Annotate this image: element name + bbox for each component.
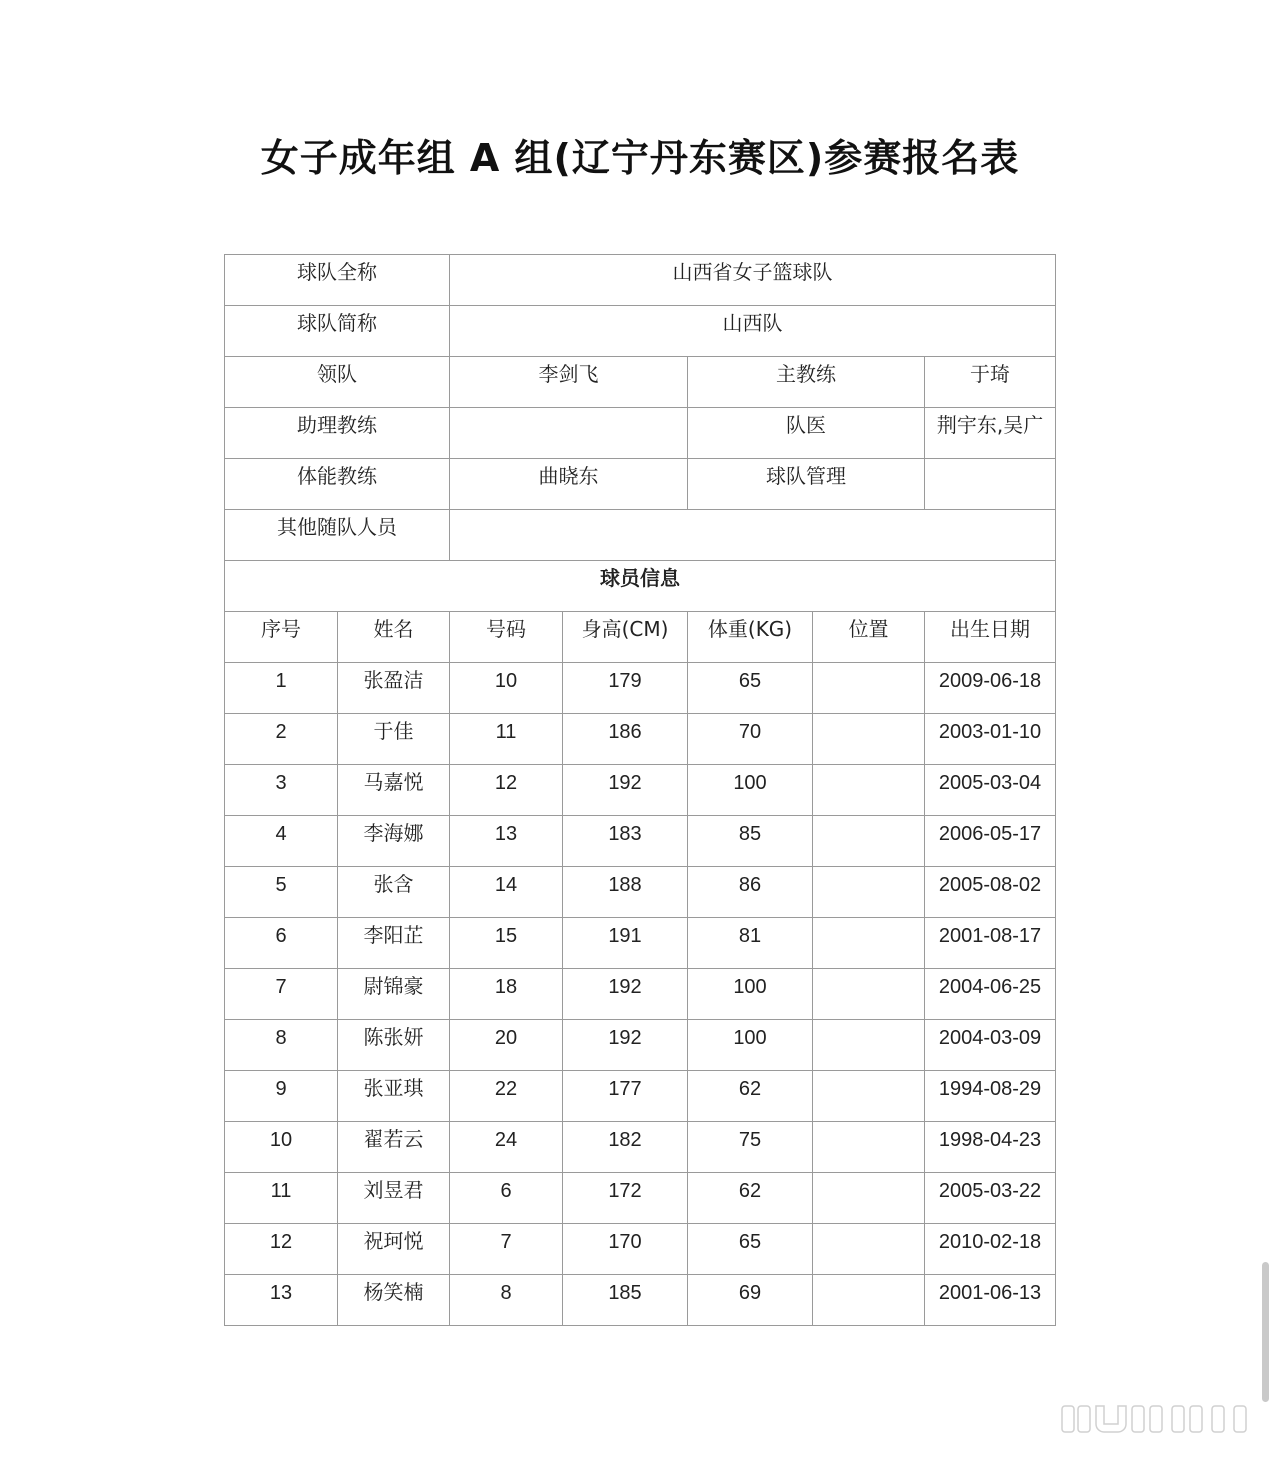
- player-row: [225, 816, 1056, 867]
- player-number-cell: 15: [450, 918, 563, 969]
- player-row: [225, 1275, 1056, 1326]
- player-height-cell: 192: [563, 969, 688, 1020]
- players-section-heading: 球员信息: [225, 561, 1056, 612]
- player-number-cell: 24: [450, 1122, 563, 1173]
- player-name-cell: 李阳芷: [338, 918, 450, 969]
- player-height-cell: 186: [563, 714, 688, 765]
- player-row: [225, 1071, 1056, 1122]
- doctor-label: 队医: [688, 408, 925, 459]
- player-weight-cell: 70: [688, 714, 813, 765]
- player-name-cell: 翟若云: [338, 1122, 450, 1173]
- player-no-cell: 3: [225, 765, 338, 816]
- others-row: [225, 510, 1056, 561]
- player-row: [225, 1224, 1056, 1275]
- players-section-row: [225, 561, 1056, 612]
- team-full-name-value: 山西省女子篮球队: [450, 255, 1056, 306]
- fitness-coach-value: 曲晓东: [450, 459, 688, 510]
- head-coach-label: 主教练: [688, 357, 925, 408]
- player-number-cell: 12: [450, 765, 563, 816]
- player-no-cell: 8: [225, 1020, 338, 1071]
- player-birth-cell: 1994-08-29: [925, 1071, 1056, 1122]
- player-birth-cell: 2009-06-18: [925, 663, 1056, 714]
- player-number-cell: 11: [450, 714, 563, 765]
- player-height-cell: 188: [563, 867, 688, 918]
- player-weight-cell: 100: [688, 969, 813, 1020]
- player-height-cell: 170: [563, 1224, 688, 1275]
- player-weight-cell: 100: [688, 1020, 813, 1071]
- player-number-cell: 14: [450, 867, 563, 918]
- column-header: 体重(KG): [688, 612, 813, 663]
- assistant-coach-value: [450, 408, 688, 459]
- player-height-cell: 192: [563, 1020, 688, 1071]
- player-height-cell: 183: [563, 816, 688, 867]
- player-position-cell: [813, 1122, 925, 1173]
- player-row: [225, 663, 1056, 714]
- team-full-name-label: 球队全称: [225, 255, 450, 306]
- player-number-cell: 20: [450, 1020, 563, 1071]
- column-header: 号码: [450, 612, 563, 663]
- player-name-cell: 杨笑楠: [338, 1275, 450, 1326]
- player-no-cell: 11: [225, 1173, 338, 1224]
- player-birth-cell: 2001-08-17: [925, 918, 1056, 969]
- player-no-cell: 7: [225, 969, 338, 1020]
- column-header: 出生日期: [925, 612, 1056, 663]
- player-height-cell: 192: [563, 765, 688, 816]
- manager-value: [925, 459, 1056, 510]
- player-position-cell: [813, 1224, 925, 1275]
- player-no-cell: 10: [225, 1122, 338, 1173]
- player-weight-cell: 62: [688, 1071, 813, 1122]
- player-number-cell: 8: [450, 1275, 563, 1326]
- player-row: [225, 714, 1056, 765]
- registration-table: [224, 254, 1056, 1326]
- player-birth-cell: 2005-08-02: [925, 867, 1056, 918]
- player-height-cell: 172: [563, 1173, 688, 1224]
- player-row: [225, 969, 1056, 1020]
- player-name-cell: 李海娜: [338, 816, 450, 867]
- player-row: [225, 1173, 1056, 1224]
- player-birth-cell: 2003-01-10: [925, 714, 1056, 765]
- player-no-cell: 6: [225, 918, 338, 969]
- scrollbar-thumb[interactable]: [1262, 1262, 1269, 1402]
- player-height-cell: 191: [563, 918, 688, 969]
- player-height-cell: 182: [563, 1122, 688, 1173]
- player-birth-cell: 2006-05-17: [925, 816, 1056, 867]
- player-name-cell: 马嘉悦: [338, 765, 450, 816]
- watermark-logo: [1060, 1402, 1260, 1436]
- player-no-cell: 2: [225, 714, 338, 765]
- player-row: [225, 1122, 1056, 1173]
- team-short-name-value: 山西队: [450, 306, 1056, 357]
- player-position-cell: [813, 663, 925, 714]
- player-name-cell: 张盈洁: [338, 663, 450, 714]
- player-weight-cell: 75: [688, 1122, 813, 1173]
- player-position-cell: [813, 969, 925, 1020]
- player-number-cell: 13: [450, 816, 563, 867]
- player-number-cell: 22: [450, 1071, 563, 1122]
- column-header: 身高(CM): [563, 612, 688, 663]
- player-birth-cell: 2005-03-22: [925, 1173, 1056, 1224]
- form-title: 女子成年组 A 组(辽宁丹东赛区)参赛报名表: [260, 136, 1020, 180]
- column-header: 姓名: [338, 612, 450, 663]
- player-number-cell: 18: [450, 969, 563, 1020]
- assistant-coach-label: 助理教练: [225, 408, 450, 459]
- player-weight-cell: 85: [688, 816, 813, 867]
- column-header: 序号: [225, 612, 338, 663]
- others-label: 其他随队人员: [225, 510, 450, 561]
- player-weight-cell: 81: [688, 918, 813, 969]
- player-name-cell: 尉锦豪: [338, 969, 450, 1020]
- player-birth-cell: 2010-02-18: [925, 1224, 1056, 1275]
- player-birth-cell: 2004-06-25: [925, 969, 1056, 1020]
- player-position-cell: [813, 867, 925, 918]
- player-birth-cell: 2005-03-04: [925, 765, 1056, 816]
- player-row: [225, 867, 1056, 918]
- player-position-cell: [813, 1071, 925, 1122]
- player-position-cell: [813, 765, 925, 816]
- player-row: [225, 918, 1056, 969]
- players-header-row: [225, 612, 1056, 663]
- player-row: [225, 1020, 1056, 1071]
- player-weight-cell: 62: [688, 1173, 813, 1224]
- team-short-name-row: [225, 306, 1056, 357]
- player-birth-cell: 1998-04-23: [925, 1122, 1056, 1173]
- player-position-cell: [813, 918, 925, 969]
- player-weight-cell: 65: [688, 663, 813, 714]
- player-weight-cell: 69: [688, 1275, 813, 1326]
- player-no-cell: 12: [225, 1224, 338, 1275]
- team-short-name-label: 球队简称: [225, 306, 450, 357]
- player-weight-cell: 100: [688, 765, 813, 816]
- player-no-cell: 4: [225, 816, 338, 867]
- fitness-row: [225, 459, 1056, 510]
- head-coach-value: 于琦: [925, 357, 1056, 408]
- player-rows: [225, 663, 1056, 1326]
- player-name-cell: 于佳: [338, 714, 450, 765]
- leader-value: 李剑飞: [450, 357, 688, 408]
- others-value: [450, 510, 1056, 561]
- player-height-cell: 179: [563, 663, 688, 714]
- player-name-cell: 张含: [338, 867, 450, 918]
- player-no-cell: 5: [225, 867, 338, 918]
- player-no-cell: 13: [225, 1275, 338, 1326]
- player-weight-cell: 65: [688, 1224, 813, 1275]
- player-position-cell: [813, 714, 925, 765]
- player-number-cell: 7: [450, 1224, 563, 1275]
- manager-label: 球队管理: [688, 459, 925, 510]
- doctor-value: 荆宇东,吴广: [925, 408, 1056, 459]
- assistant-row: [225, 408, 1056, 459]
- leader-row: [225, 357, 1056, 408]
- column-header: 位置: [813, 612, 925, 663]
- player-name-cell: 祝珂悦: [338, 1224, 450, 1275]
- player-name-cell: 张亚琪: [338, 1071, 450, 1122]
- player-height-cell: 185: [563, 1275, 688, 1326]
- player-no-cell: 9: [225, 1071, 338, 1122]
- player-number-cell: 10: [450, 663, 563, 714]
- player-birth-cell: 2004-03-09: [925, 1020, 1056, 1071]
- player-height-cell: 177: [563, 1071, 688, 1122]
- player-no-cell: 1: [225, 663, 338, 714]
- player-row: [225, 765, 1056, 816]
- player-weight-cell: 86: [688, 867, 813, 918]
- player-name-cell: 陈张妍: [338, 1020, 450, 1071]
- fitness-coach-label: 体能教练: [225, 459, 450, 510]
- player-birth-cell: 2001-06-13: [925, 1275, 1056, 1326]
- team-full-name-row: [225, 255, 1056, 306]
- player-name-cell: 刘昱君: [338, 1173, 450, 1224]
- player-position-cell: [813, 816, 925, 867]
- leader-label: 领队: [225, 357, 450, 408]
- player-position-cell: [813, 1020, 925, 1071]
- player-position-cell: [813, 1173, 925, 1224]
- player-number-cell: 6: [450, 1173, 563, 1224]
- player-position-cell: [813, 1275, 925, 1326]
